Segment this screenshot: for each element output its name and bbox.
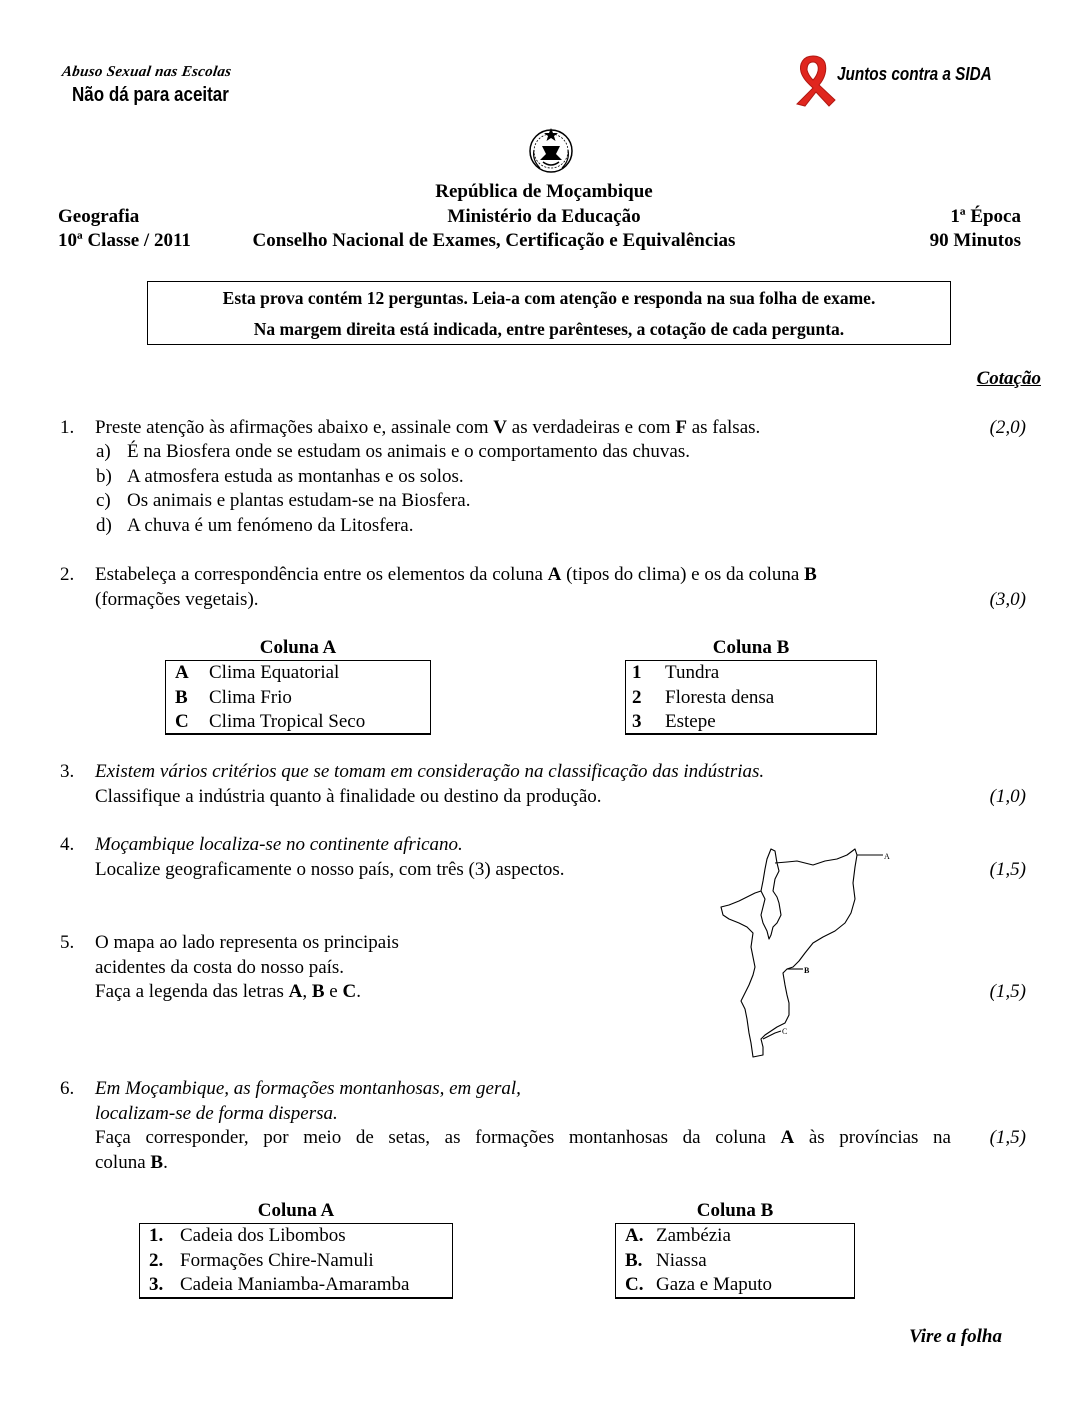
- table-row: 1 Tundra: [632, 662, 720, 683]
- country-name: República de Moçambique: [435, 181, 653, 202]
- table-row: A Clima Equatorial: [175, 662, 340, 683]
- question-number: 6.: [60, 1078, 75, 1099]
- question-context: Existem vários critérios que se tomam em consideração na classificação das indústrias.: [95, 761, 765, 782]
- question-number: 5.: [60, 932, 75, 953]
- campaign-slogan-right: Juntos contra a SIDA: [837, 64, 992, 84]
- question-score: (1,0): [989, 786, 1026, 807]
- question-text: Faça corresponder, por meio de setas, as formações montanhosas da coluna A às províncias na: [95, 1127, 951, 1148]
- instructions-line1: Esta prova contém 12 perguntas. Leia-a com atenção e responda na sua folha de exame.: [222, 288, 876, 308]
- question-score: (2,0): [989, 417, 1026, 438]
- item-label: a): [96, 441, 111, 462]
- question-text: Estabeleça a correspondência entre os elementos da coluna A (tipos do clima) e os da coluna B: [95, 564, 817, 585]
- question-text: Localize geograficamente o nosso país, com três (3) aspectos.: [95, 859, 565, 880]
- question-number: 1.: [60, 417, 75, 438]
- table-row: 3 Estepe: [632, 711, 716, 732]
- ministry-name: Ministério da Educação: [447, 206, 641, 227]
- question-text-line2: acidentes da costa do nosso país.: [95, 957, 345, 978]
- question-text: O mapa ao lado representa os principais: [95, 932, 399, 953]
- column-a-title: Coluna A: [257, 1200, 335, 1221]
- table-row: B. Niassa: [625, 1249, 707, 1271]
- map-label-a: A: [884, 852, 890, 861]
- exam-duration-label: 90 Minutos: [929, 230, 1021, 251]
- table-row: 1. Cadeia dos Libombos: [149, 1225, 346, 1246]
- question-number: 3.: [60, 761, 75, 782]
- turn-page-note: Vire a folha: [909, 1326, 1002, 1347]
- subject-label: Geografia: [58, 206, 140, 227]
- column-a-table: [165, 660, 431, 735]
- column-b-table: [625, 660, 877, 735]
- question-score: (1,5): [989, 859, 1026, 880]
- item-label: d): [96, 515, 112, 536]
- table-row: 2. Formações Chire-Namuli: [149, 1249, 374, 1271]
- question-text-line3: Faça a legenda das letras A, B e C.: [95, 981, 361, 1002]
- question-text: Classifique a indústria quanto à finalidade ou destino da produção.: [95, 786, 602, 807]
- campaign-slogan-line1: Abuso Sexual nas Escolas: [60, 64, 233, 80]
- table-row: B Clima Frio: [175, 686, 292, 708]
- item-text: A atmosfera estuda as montanhas e os solos.: [127, 466, 464, 487]
- question-number: 2.: [60, 564, 75, 585]
- question-score: (3,0): [989, 589, 1026, 610]
- column-b-title: Coluna B: [712, 637, 790, 658]
- column-a-table: [139, 1223, 453, 1299]
- table-row: C. Gaza e Maputo: [625, 1274, 773, 1295]
- item-label: c): [96, 490, 111, 511]
- question-number: 4.: [60, 834, 75, 855]
- column-a-title: Coluna A: [259, 637, 337, 658]
- item-text: É na Biosfera onde se estudam os animais e o comportamento das chuvas.: [127, 441, 690, 462]
- table-row: C Clima Tropical Seco: [175, 711, 366, 732]
- column-b-title: Coluna B: [696, 1200, 774, 1221]
- question-context: Moçambique localiza-se no continente africano.: [95, 834, 463, 855]
- question-score: (1,5): [989, 1127, 1026, 1148]
- question-text: Preste atenção às afirmações abaixo e, assinale com V as verdadeiras e com F as falsas.: [95, 417, 761, 438]
- question-score: (1,5): [989, 981, 1026, 1002]
- mozambique-outline-map: [715, 843, 895, 1068]
- exam-season-label: 1ª Época: [950, 206, 1021, 227]
- question-context-line2: localizam-se de forma dispersa.: [95, 1103, 338, 1124]
- red-ribbon-icon: [783, 52, 843, 108]
- item-text: Os animais e plantas estudam-se na Biosfera.: [127, 490, 471, 511]
- class-year-label: 10ª Classe / 2011: [58, 230, 191, 251]
- question-text-line4: coluna B.: [95, 1152, 168, 1173]
- coat-of-arms-icon: [526, 124, 576, 176]
- question-text-line2: (formações vegetais).: [95, 589, 259, 610]
- council-name: Conselho Nacional de Exames, Certificação e Equivalências: [252, 230, 736, 251]
- table-row: A. Zambézia: [625, 1225, 731, 1246]
- column-b-table: [615, 1223, 855, 1299]
- question-context: Em Moçambique, as formações montanhosas, em geral,: [95, 1078, 521, 1099]
- item-label: b): [96, 466, 112, 487]
- instructions-line2: Na margem direita está indicada, entre parênteses, a cotação de cada pergunta.: [253, 319, 845, 339]
- table-row: 3. Cadeia Maniamba-Amaramba: [149, 1274, 410, 1295]
- campaign-slogan-line2: Não dá para aceitar: [72, 84, 229, 106]
- table-row: 2 Floresta densa: [632, 686, 775, 708]
- map-label-b: B: [804, 966, 810, 975]
- instructions-box: [147, 281, 951, 345]
- map-label-c: C: [782, 1027, 788, 1036]
- item-text: A chuva é um fenómeno da Litosfera.: [127, 515, 414, 536]
- score-column-header: Cotação: [976, 368, 1041, 389]
